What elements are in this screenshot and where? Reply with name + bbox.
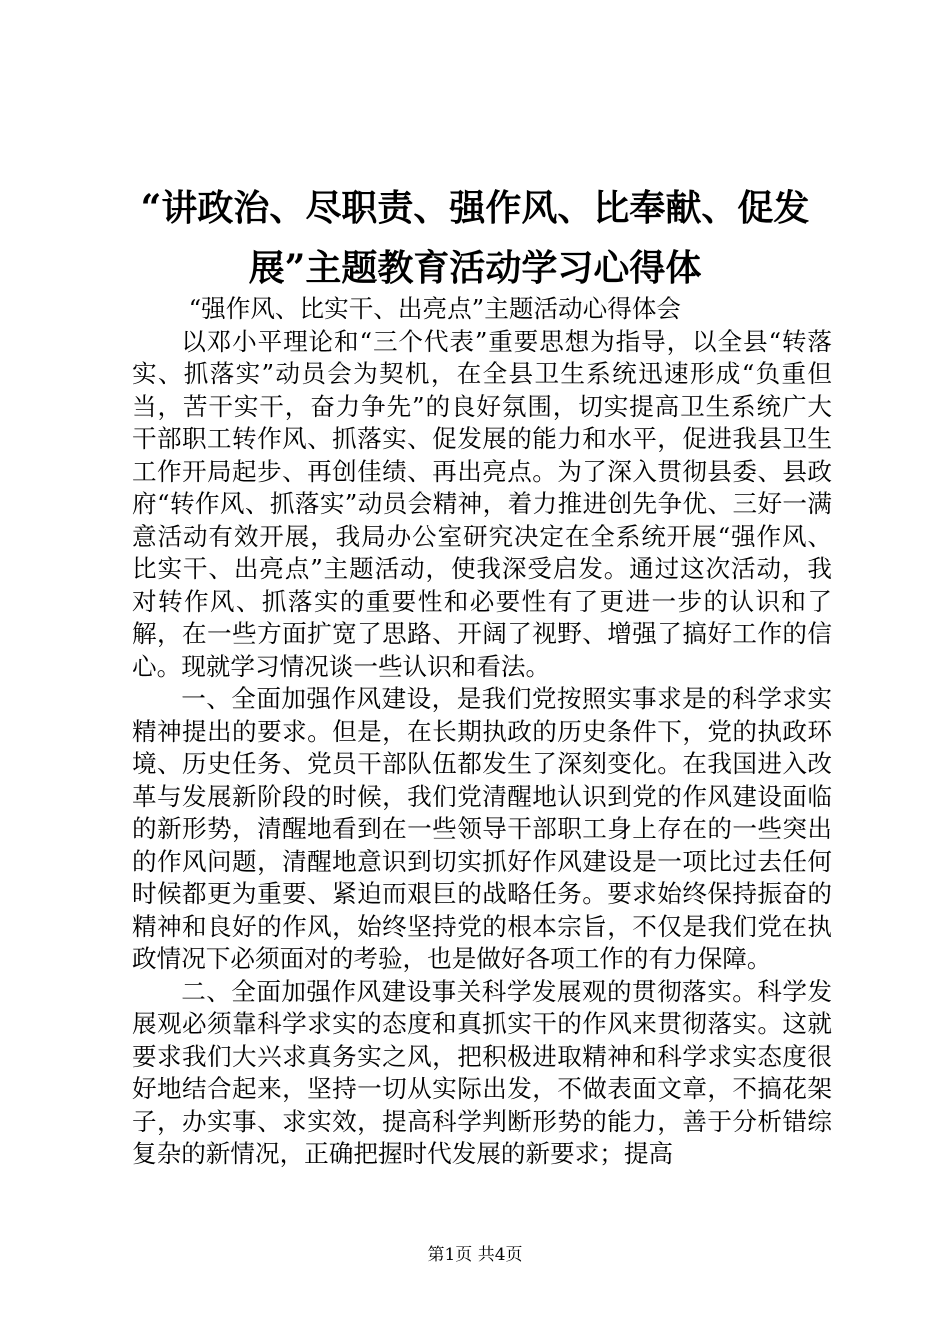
paragraph-section-1: 一、全面加强作风建设，是我们党按照实事求是的科学求实精神提出的要求。但是，在长期执政的历史条件下，党的执政环境、历史任务、党员干部队伍都发生了深刻变化。在我国进入改革与发展新阶段的时候，我们党清醒地认识到党的作风建设面临的新形势，清醒地看到在一些领导干部职工身上存在的一些突出的作风问题，清醒地意识到切实抓好作风建设是一项比过去任何时候都更为重要、紧迫而艰巨的战略任务。要求始终保持振奋的精神和良好的作风，始终坚持党的根本宗旨，不仅是我们党在执政情况下必须面对的考验，也是做好各项工作的有力保障。 bbox=[132, 684, 832, 973]
document-title-line-1: “讲政治、尽职责、强作风、比奉献、促发 bbox=[140, 187, 810, 229]
document-title-line-2: 展”主题教育活动学习心得体 bbox=[248, 247, 702, 289]
paragraph-section-2: 二、全面加强作风建设事关科学发展观的贯彻落实。科学发展观必须靠科学求实的态度和真抓实干的作风来贯彻落实。这就要求我们大兴求真务实之风，把积极进取精神和科学求实态度很好地结合起来，坚持一切从实际出发，不做表面文章，不搞花架子，办实事、求实效，提高科学判断形势的能力，善于分析错综复杂的新情况，正确把握时代发展的新要求；提高 bbox=[132, 976, 832, 1168]
document-subtitle: “强作风、比实干、出亮点”主题活动心得体会 bbox=[188, 294, 682, 323]
page-footer: 第1页 共4页 bbox=[427, 1245, 523, 1265]
paragraph-intro: 以邓小平理论和“三个代表”重要思想为指导，以全县“转落实、抓落实”动员会为契机，在全县卫生系统迅速形成“负重但当，苦干实干，奋力争先”的良好氛围，切实提高卫生系统广大干部职工转作风、抓落实、促发展的能力和水平，促进我县卫生工作开局起步、再创佳绩、再出亮点。为了深入贯彻县委、县政府“转作风、抓落实”动员会精神，着力推进创先争优、三好一满意活动有效开展，我局办公室研究决定在全系统开展“强作风、比实干、出亮点”主题活动，使我深受启发。通过这次活动，我对转作风、抓落实的重要性和必要性有了更进一步的认识和了解，在一些方面扩宽了思路、开阔了视野、增强了搞好工作的信心。现就学习情况谈一些认识和看法。 bbox=[132, 326, 832, 681]
document-body bbox=[132, 293, 832, 1171]
